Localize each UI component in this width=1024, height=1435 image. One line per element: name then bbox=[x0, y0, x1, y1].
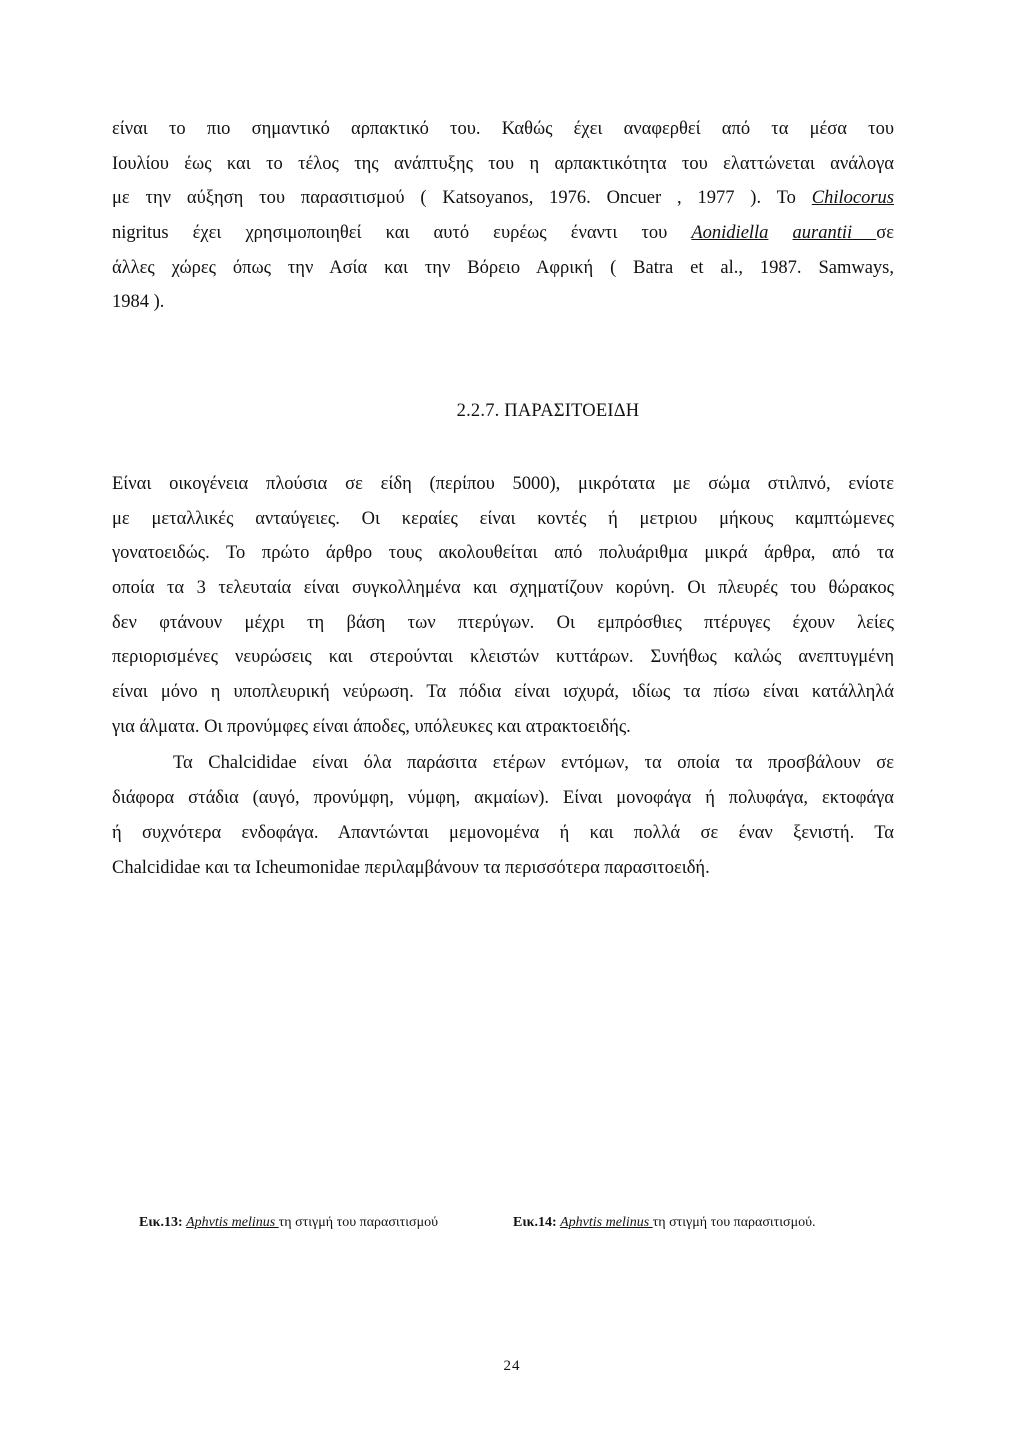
text-segment: nigritus έχει χρησιμοποιηθεί και αυτό ευρέως έναντι του bbox=[112, 223, 692, 243]
paragraph-1-line: Ιουλίου έως και το τέλος της ανάπτυξης του η αρπακτικότητα του ελαττώνεται ανάλογα bbox=[112, 154, 894, 174]
caption-species: Aphvtis melinus bbox=[186, 1215, 279, 1230]
paragraph-2-line: περιορισμένες νευρώσεις και στερούνται κλειστών κυττάρων. Συνήθως καλώς ανεπτυγμένη bbox=[112, 647, 894, 667]
figure-caption-14 bbox=[513, 1214, 816, 1232]
paragraph-2-line: οποία τα 3 τελευταία είναι συγκολλημένα και σχηματίζουν κορύνη. Οι πλευρές του θώρακος bbox=[112, 578, 894, 598]
paragraph-3-line: Τα Chalcididae είναι όλα παράσιτα ετέρων εντόμων, τα οποία τα προσβάλουν σε bbox=[173, 753, 894, 773]
caption-text: τη στιγμή του παρασιτισμού. bbox=[652, 1215, 816, 1230]
paragraph-1-line bbox=[112, 222, 894, 244]
paragraph-3-line: ή συχνότερα ενδοφάγα. Απαντώνται μεμονομένα ή και πολλά σε έναν ξενιστή. Τα bbox=[112, 823, 894, 843]
paragraph-2-line: Είναι οικογένεια πλούσια σε είδη (περίπου 5000), μικρότατα με σώμα στιλπνό, ενίοτε bbox=[112, 474, 894, 494]
paragraph-2-line: με μεταλλικές ανταύγειες. Οι κεραίες είναι κοντές ή μετριου μήκους καμπτώμενες bbox=[112, 509, 894, 529]
page-number: 24 bbox=[503, 1358, 521, 1374]
caption-text: τη στιγμή του παρασιτισμού bbox=[278, 1215, 439, 1230]
paragraph-3-line: Chalcididae και τα Icheumonidae περιλαμβάνουν τα περισσότερα παρασιτοειδή. bbox=[112, 858, 710, 878]
paragraph-2-line: δεν φτάνουν μέχρι τη βάση των πτερύγων. Οι εμπρόσθιες πτέρυγες έχουν λείες bbox=[112, 613, 894, 633]
paragraph-2-line: είναι μόνο η υποπλευρική νεύρωση. Τα πόδια είναι ισχυρά, ιδίως τα πίσω είναι κατάλληλά bbox=[112, 682, 894, 702]
paragraph-3-line: διάφορα στάδια (αυγό, προνύμφη, νύμφη, ακμαίων). Είναι μονοφάγα ή πολυφάγα, εκτοφάγα bbox=[112, 788, 894, 808]
paragraph-1-line: είναι το πιο σημαντικό αρπακτικό του. Καθώς έχει αναφερθεί από τα μέσα του bbox=[112, 119, 894, 139]
genus-name: Aonidiella bbox=[691, 223, 769, 243]
figure-caption-13 bbox=[139, 1214, 438, 1232]
text-segment: σε bbox=[876, 223, 895, 243]
paragraph-2-line: γονατοειδώς. Το πρώτο άρθρο τους ακολουθείται από πολυάριθμα μικρά άρθρα, από τα bbox=[112, 543, 894, 563]
species-name: Chilocorus bbox=[811, 188, 894, 208]
caption-species: Aphvtis melinus bbox=[560, 1215, 653, 1230]
paragraph-2-line: για άλματα. Οι προνύμφες είναι άποδες, υπόλευκες και ατρακτοειδής. bbox=[112, 717, 631, 737]
paragraph-1-line: 1984 ). bbox=[112, 292, 165, 312]
section-heading: 2.2.7. ΠΑΡΑΣΙΤΟΕΙΔΗ bbox=[456, 401, 640, 421]
text-segment: με την αύξηση του παρασιτισμού ( Katsoyanos, 1976. Oncuer , 1977 ). Το bbox=[112, 188, 812, 208]
caption-label: Εικ.14: bbox=[513, 1215, 557, 1230]
caption-label: Εικ.13: bbox=[139, 1215, 183, 1230]
species-name: aurantii bbox=[792, 223, 877, 243]
paragraph-1-line bbox=[112, 187, 894, 209]
paragraph-1-line: άλλες χώρες όπως την Ασία και την Βόρειο Αφρική ( Batra et al., 1987. Samways, bbox=[112, 258, 894, 278]
